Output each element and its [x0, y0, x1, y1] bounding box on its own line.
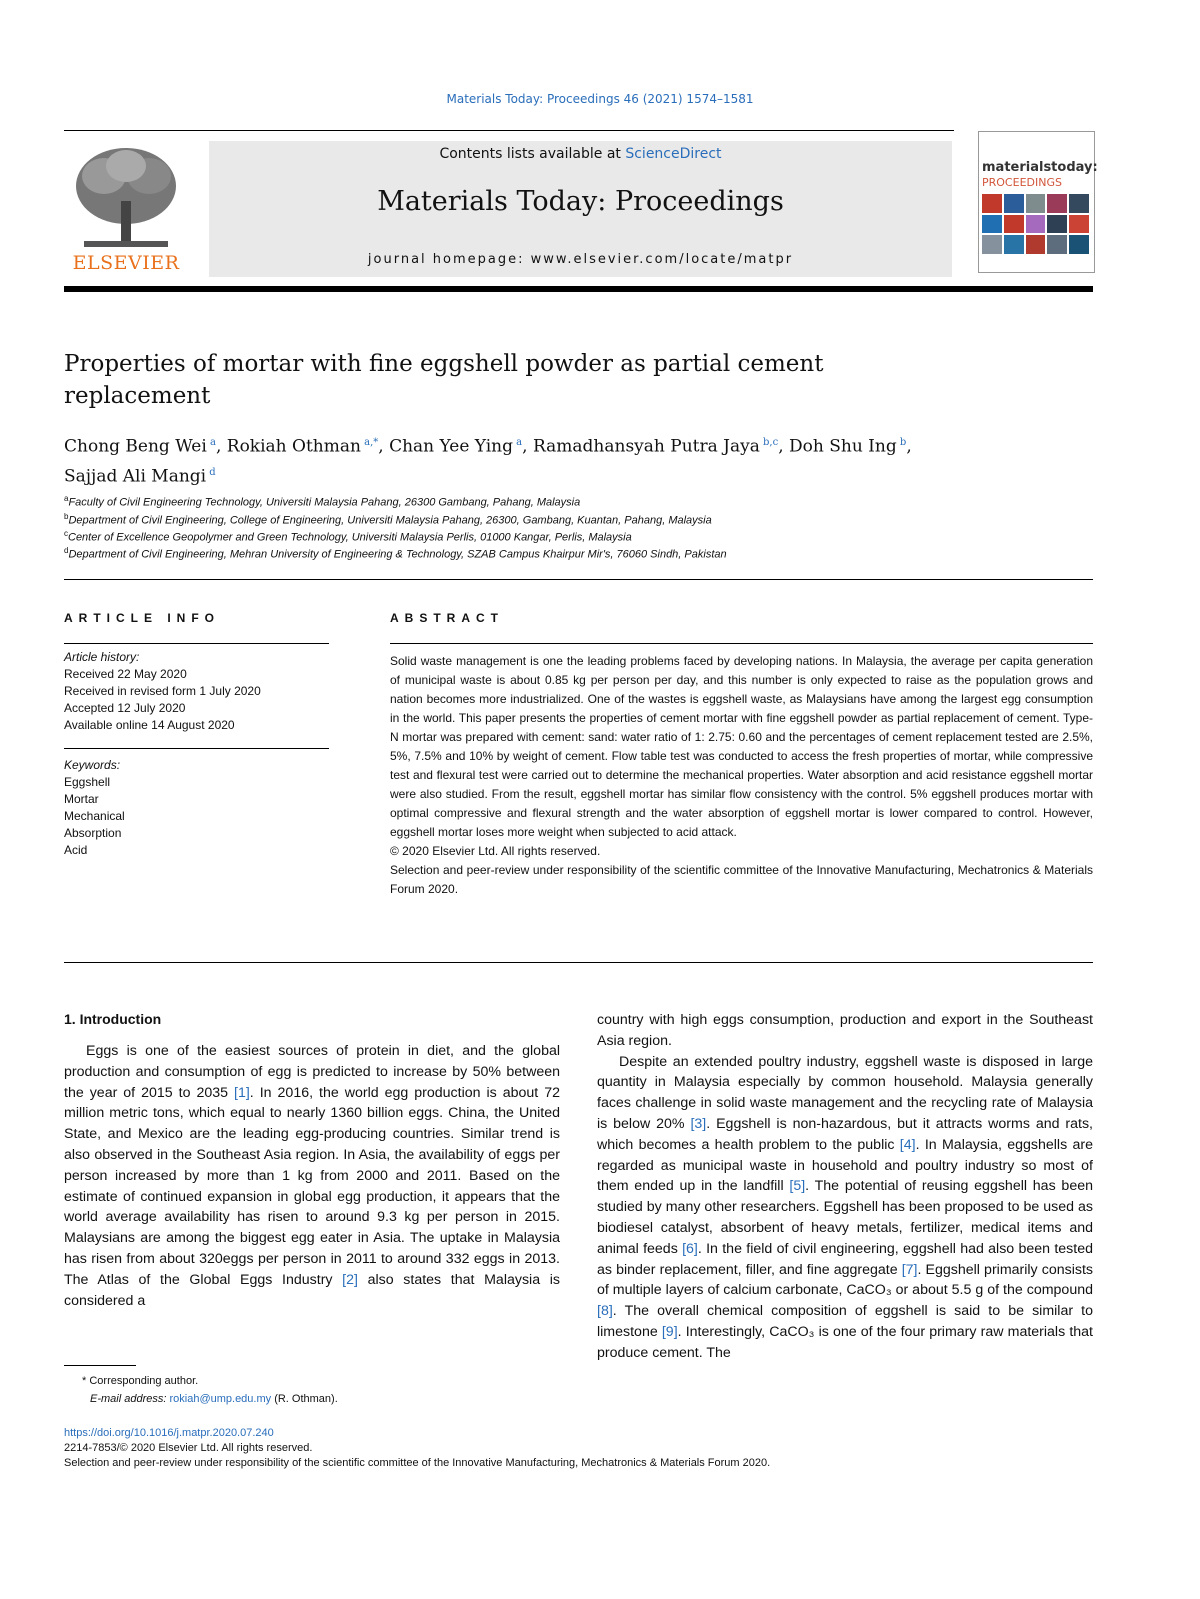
author-affiliation-mark[interactable]: a	[513, 437, 523, 448]
abstract-text: Solid waste management is one the leading problems faced by developing nations. In Malaysia, the average per capita generation of municipal waste is about 0.85 kg per person per day, and this number is only expected to raise as the population grows and nation becomes more industrialized. One of the wastes is eggshell waste, as Malaysians have among the largest egg consumption in the world. This paper presents the properties of cement mortar with fine eggshell powder as partial replacement of cement. Type-N mortar was prepared with cement: sand: water ratio of 1: 2.75: 0.60 and the percentages of cement replacement tested are 2.5%, 5%, 7.5% and 10% by weight of cement. Flow table test was conducted to access the fresh properties of mortar, while compressive test and flexural test were carried out to determine the mechanical properties. Water absorption and acid resistance eggshell mortar were also studied. From the result, eggshell mortar has similar flow consistency with the control. 5% eggshell produces mortar with optimal compressive and flexural strength and the water absorption of eggshell mortar is lower compared to control. However, eggshell mortar loses more weight when subjected to acid attack.	[390, 654, 1093, 839]
affiliation-b: $^b$Department of Civil Engineering, College of Engineering, Universiti Malaysia Pahang, 26300, Gambang, Kuantan, Pahang, Malaysia	[64, 512, 712, 527]
history-online: Available online 14 August 2020	[64, 718, 235, 732]
citation-link[interactable]: [2]	[342, 1271, 358, 1288]
elsevier-wordmark: ELSEVIER	[72, 252, 180, 274]
author-list: Chong Beng Wei $^a$, Rokiah Othman $^{a,*}$, Chan Yee Ying $^a$, Ramadhansyah Putra Jaya $^{b,c}$, Doh Shu Ing $^b$, Sajjad Ali Mangi $^d$	[64, 436, 912, 487]
issn-copyright: 2214-7853/© 2020 Elsevier Ltd. All rights reserved.	[64, 1442, 313, 1454]
author-affiliation-mark[interactable]: a	[206, 437, 216, 448]
affiliations-rule	[64, 579, 1093, 580]
keyword-item: Eggshell	[64, 775, 111, 789]
footnote-rule	[64, 1365, 136, 1366]
page-footer	[64, 1426, 1094, 1471]
keywords	[64, 757, 329, 859]
citation-link[interactable]: [4]	[899, 1136, 916, 1153]
cover-title: materialstoday:	[982, 160, 1098, 175]
abstract-rule	[390, 643, 1093, 644]
section-heading-introduction: 1. Introduction	[64, 1011, 162, 1027]
journal-homepage[interactable]: journal homepage: www.elsevier.com/locate/matpr	[367, 252, 794, 267]
body-column-right	[597, 1010, 1093, 1364]
email-link[interactable]: rokiah@ump.edu.my	[169, 1393, 272, 1405]
abstract-bottom-rule	[64, 962, 1093, 963]
citation-link[interactable]: [7]	[901, 1261, 918, 1278]
keyword-item: Acid	[64, 843, 88, 857]
citation-link[interactable]: [3]	[690, 1115, 707, 1132]
contents-line	[209, 146, 952, 162]
intro-paragraph-2: Despite an extended poultry industry, eggshell waste is disposed in large quantity in Malaysia especially by common household. Malaysia generally faces challenge in solid waste management and the recycling rate of Malaysia is below 20% [3]. Eggshell is non-hazardous, but it attracts worms and rats, which becomes a health problem to the public [4]. In Malaysia, eggshells are regarded as municipal waste in household and poultry industry so most of them ended up in the landfill [5]. The potential of reusing eggshell has been studied by many other researchers. Eggshell has been proposed to be used as biodiesel catalyst, absorbent of heavy metals, fertilizer, medical items and animal feeds [6]. In the field of civil engineering, eggshell had also been tested as binder replacement, filler, and fine aggregate [7]. Eggshell primarily consists of multiple layers of calcium carbonate, CaCO₃ or about 5.5 g of the compound [8]. The overall chemical composition of eggshell is said to be similar to limestone [9]. Interestingly, CaCO₃ is one of the four primary raw materials that produce cement. The	[597, 1053, 1093, 1361]
author-name: Rokiah Othman	[226, 436, 361, 457]
author-affiliation-mark[interactable]: d	[206, 466, 216, 478]
author-name: Ramadhansyah Putra Jaya	[532, 436, 760, 457]
header-top-rule	[64, 130, 954, 131]
footnote-email: E-mail address: rokiah@ump.edu.my (R. Othman).	[90, 1393, 338, 1405]
abstract-selection: Selection and peer-review under responsibility of the scientific committee of the Innovative Manufacturing, Mechatronics & Materials Forum 2020.	[390, 863, 1093, 896]
author-affiliation-mark[interactable]: b	[896, 437, 907, 448]
citation-link[interactable]: [8]	[597, 1303, 613, 1320]
history-revised: Received in revised form 1 July 2020	[64, 684, 261, 698]
affiliation-d: $^d$Department of Civil Engineering, Mehran University of Engineering & Technology, SZAB Campus Khairpur Mir's, 76060 Sindh, Pakistan	[64, 546, 727, 561]
keywords-label: Keywords:	[64, 758, 121, 772]
elsevier-logo	[64, 141, 188, 276]
article-info-heading: ARTICLE INFO	[64, 611, 220, 625]
author-name: Chan Yee Ying	[389, 436, 513, 457]
keyword-item: Absorption	[64, 826, 122, 840]
citation-link[interactable]: [9]	[661, 1323, 678, 1340]
author-affiliation-mark[interactable]: b,c	[759, 437, 779, 448]
footer-selection: Selection and peer-review under responsibility of the scientific committee of the Innovative Manufacturing, Mechatronics & Materials Forum 2020.	[64, 1457, 771, 1469]
keyword-item: Mechanical	[64, 809, 125, 823]
journal-reference[interactable]: Materials Today: Proceedings 46 (2021) 1574–1581	[446, 92, 754, 106]
journal-cover	[978, 131, 1098, 273]
article-info-rule-mid	[64, 748, 329, 749]
corresponding-author-footnote	[64, 1372, 560, 1408]
history-label: Article history:	[64, 650, 140, 664]
history-received: Received 22 May 2020	[64, 667, 187, 681]
header-bottom-rule	[64, 286, 1093, 292]
intro-paragraph-1-continued: country with high eggs consumption, production and export in the Southeast Asia region.	[597, 1012, 1093, 1049]
intro-paragraph-1: Eggs is one of the easiest sources of protein in diet, and the global production and consumption of egg is predicted to increase by 50% between the year of 2015 to 2035 [1]. In 2016, the world egg production is about 72 million metric tons, which equal to nearly 1360 billion eggs. China, the United State, and Mexico are the leading egg-producing countries. Similar trend is also observed in the Southeast Asia region. In Asia, the availability of eggs per person increased by more than 1 kg from 2000 and 2011. Based on the estimate of continued expansion in global egg production, it appears that the world average availability has risen to around 9.3 kg per person in 2015. Malaysians are among the biggest egg eater in Asia. The uptake in Malaysia has risen from about 320eggs per person in 2011 to around 332 eggs in 2013. The Atlas of the Global Eggs Industry [2] also states that Malaysia is considered a	[64, 1043, 560, 1309]
footnote-corresponding: * Corresponding author.	[82, 1375, 199, 1387]
sciencedirect-link[interactable]: ScienceDirect	[625, 146, 722, 162]
abstract-copyright: © 2020 Elsevier Ltd. All rights reserved.	[390, 844, 601, 858]
affiliation-c: $^c$Center of Excellence Geopolymer and Green Technology, Universiti Malaysia Perlis, 01000 Kangar, Perlis, Malaysia	[64, 529, 632, 544]
author-name: Sajjad Ali Mangi	[64, 466, 207, 487]
author-name: Doh Shu Ing	[789, 436, 897, 457]
journal-name: Materials Today: Proceedings	[377, 186, 784, 217]
article-title: Properties of mortar with fine eggshell powder as partial cement replacement	[64, 351, 824, 409]
abstract-heading: ABSTRACT	[390, 611, 504, 625]
abstract-body	[390, 652, 1093, 899]
citation-link[interactable]: [6]	[682, 1240, 698, 1257]
keyword-item: Mortar	[64, 792, 99, 806]
contents-prefix: Contents lists available at	[439, 146, 626, 162]
article-history	[64, 649, 329, 734]
doi-link[interactable]: https://doi.org/10.1016/j.matpr.2020.07.240	[64, 1427, 274, 1439]
body-column-left	[64, 1041, 560, 1311]
citation-link[interactable]: [1]	[234, 1084, 250, 1101]
author-name: Chong Beng Wei	[64, 436, 207, 457]
history-accepted: Accepted 12 July 2020	[64, 701, 186, 715]
author-affiliation-mark[interactable]: a,*	[360, 437, 379, 448]
affiliation-a: $^a$Faculty of Civil Engineering Technology, Universiti Malaysia Pahang, 26300 Gambang, Pahang, Malaysia	[64, 494, 581, 509]
article-info-rule-top	[64, 643, 329, 644]
cover-image-grid	[982, 194, 1089, 254]
citation-link[interactable]: [5]	[789, 1178, 806, 1195]
cover-subtitle: PROCEEDINGS	[982, 176, 1062, 189]
